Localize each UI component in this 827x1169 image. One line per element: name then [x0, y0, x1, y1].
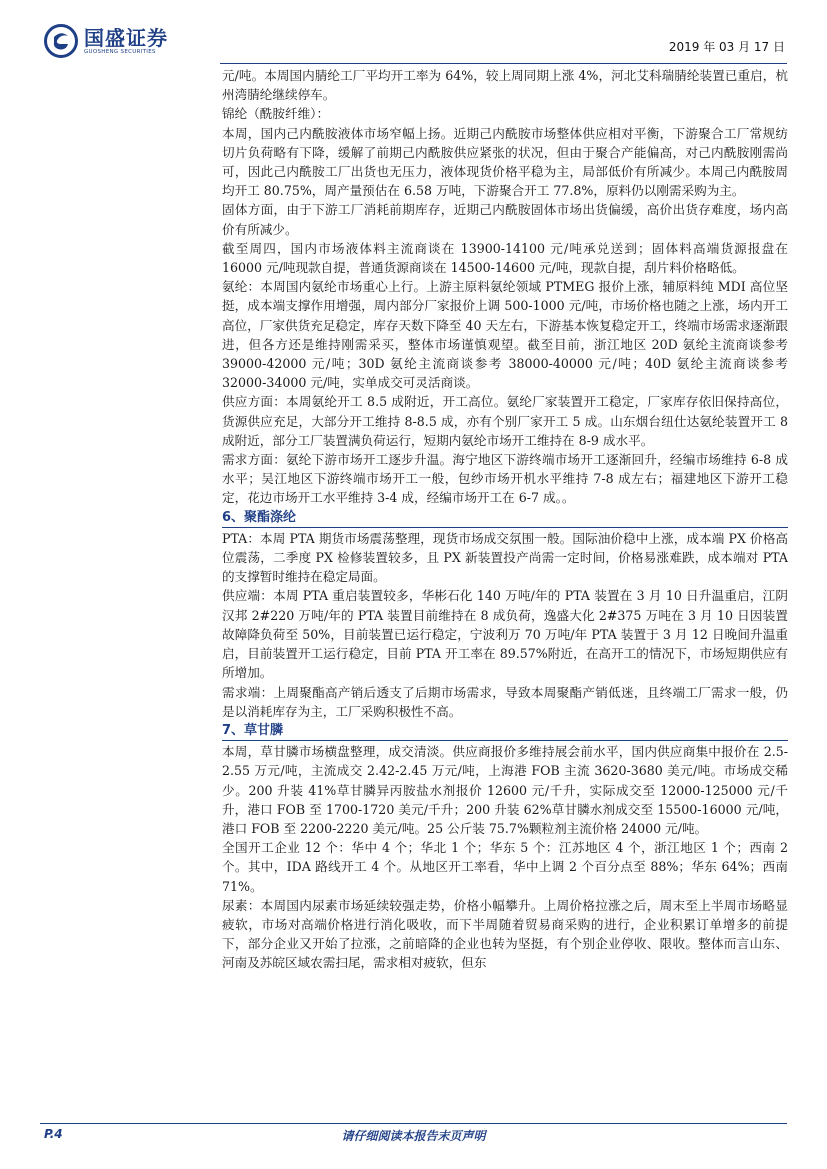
logo-english-name: GUOSHENG SECURITIES — [84, 48, 156, 55]
section-heading-glyphosate: 7、草甘膦 — [222, 722, 284, 738]
paragraph-pta-demand: 需求端：上周聚酯高产销后透支了后期市场需求，导致本周聚酯产销低迷，且终端工厂需求一般，仍是以消耗库存为主，工厂采购积极性不高。 — [222, 684, 788, 719]
footer-disclaimer: 请仔细阅读本报告末页声明 — [341, 1129, 486, 1143]
paragraph-spandex-demand: 需求方面：氨纶下游市场开工逐步升温。海宁地区下游终端市场开工逐渐回升，经编市场维持 6-8 成水平；吴江地区下游终端市场开工一般，包纱市场开机水平维持 7-8 成左右；福建地区下游开工稳定，花边市场开工水平维持 3-4 成，经编市场开工在 6-7 成。。 — [222, 452, 788, 506]
paragraph-caprolactam-solid: 固体方面，由于下游工厂消耗前期库存，近期己内酰胺固体市场出货偏缓，高价出货存难度，场内高价有所减少。 — [222, 202, 788, 237]
paragraph-pta-supply: 供应端：本周 PTA 重启装置较多，华彬石化 140 万吨/年的 PTA 装置在 3 月 10 日升温重启，江阴汉邦 2#220 万吨/年的 PTA 装置目前维持在 8 成负荷，逸盛大化 2#375 万吨在 3 月 10 日因装置故障降负荷至 50%，目前装置已运行稳定，宁波利万 70 万吨/年 PTA 装置于 3 月 12 日晚间升温重启，目前装置开工运行稳定，目前 PTA 开工率在 89.57%附近，在高开工的情况下，市场短期供应有所增加。 — [222, 588, 788, 681]
paragraph-acrylic: 元/吨。本周国内腈纶工厂平均开工率为 64%，较上周同期上涨 4%，河北艾科瑞腈纶装置已重启，杭州湾腈纶继续停车。 — [222, 68, 788, 103]
paragraph-caprolactam-liquid: 本周，国内己内酰胺液体市场窄幅上扬。近期己内酰胺市场整体供应相对平衡，下游聚合工厂常规纺切片负荷略有下降，缓解了前期己内酰胺供应紧张的状况，但由于聚合产能偏高，对己内酰胺刚需尚可，因此己内酰胺工厂出货也无压力，液体现货价格平稳为主，局部低价有所减少。本周己内酰胺周均开工 80.75%，周产量预估在 6.58 万吨，下游聚合开工 77.8%，原料仍以刚需采购为主。 — [222, 125, 788, 199]
section-heading-polyester: 6、聚酯涤纶 — [222, 509, 297, 525]
paragraph-glyphosate-operating: 全国开工企业 12 个：华中 4 个；华北 1 个；华东 5 个：江苏地区 4 个，浙江地区 1 个；西南 2 个。其中，IDA 路线开工 4 个。从地区开工率看，华中上调 2 个百分点至 88%；华东 64%；西南 71%。 — [222, 840, 788, 894]
page-number: P.4 — [44, 1127, 63, 1141]
logo-emblem-icon — [44, 24, 78, 58]
footer-divider — [40, 1123, 787, 1124]
paragraph-urea: 尿素：本周国内尿素市场延续较强走势，价格小幅攀升。上周价格拉涨之后，周末至上半周市场略显疲软，市场对高端价格进行消化吸收，而下半周随着贸易商采购的进行，企业积累订单增多的前提下，部分企业又开始了拉涨，之前暗降的企业也转为坚挺，有个别企业停收、限收。整体而言山东、河南及苏皖区域农需扫尾，需求相对疲软，但东 — [222, 897, 788, 971]
paragraph-pta: PTA：本周 PTA 期货市场震荡整理，现货市场成交氛围一般。国际油价稳中上涨，成本端 PX 价格高位震荡，二季度 PX 检修装置较多，且 PX 新装置投产尚需一定时间，价格易涨难跌，成本端对 PTA 的支撑暂时维持在稳定局面。 — [222, 530, 788, 585]
report-body — [222, 66, 788, 973]
paragraph-spandex: 氨纶：本周国内氨纶市场重心上行。上游主原料氨纶领域 PTMEG 报价上涨，辅原料纯 MDI 高位坚挺，成本端支撑作用增强，周内部分厂家报价上调 500-1000 元/吨，市场价格也随之上涨，场内开工高位，厂家供货充足稳定，库存天数下降至 40 天左右，下游基本恢复稳定开工，终端市场需求逐渐跟进，但各方还是维持刚需采买，整体市场谨慎观望。截至目前，浙江地区 20D 氨纶主流商谈参考 39000-42000 元/吨；30D 氨纶主流商谈参考 38000-40000 元/吨；40D 氨纶主流商谈参考 32000-34000 元/吨，实单成交可灵活商谈。 — [222, 279, 788, 391]
page-header — [40, 22, 787, 62]
paragraph-nylon-title: 锦纶（酰胺纤维）： — [222, 106, 330, 122]
paragraph-caprolactam-prices: 截至周四，国内市场液体料主流商谈在 13900-14100 元/吨承兑送到；固体料高端货源报盘在 16000 元/吨现款自提，普通货源商谈在 14500-14600 元/吨，现款自提，刮片料价格略低。 — [222, 240, 788, 276]
report-date: 2019 年 03 月 17 日 — [668, 40, 785, 54]
company-logo — [44, 24, 168, 58]
paragraph-glyphosate-market: 本周，草甘膦市场横盘整理，成交清淡。供应商报价多维持展会前水平，国内供应商集中报价在 2.5-2.55 万元/吨，主流成交 2.42-2.45 万元/吨，上海港 FOB 主流 3620-3680 美元/吨。市场成交稀少。200 升装 41%草甘膦异丙胺盐水剂报价 12600 元/千升，实际成交至 12000-125000 元/千升，港口 FOB 至 1700-1720 美元/千升；200 升装 62%草甘膦水剂成交至 15500-16000 元/吨，港口 FOB 至 2200-2220 美元/吨。25 公斤装 75.7%颗粒剂主流价格 24000 元/吨。 — [222, 744, 788, 836]
section-divider — [222, 740, 788, 741]
paragraph-spandex-supply: 供应方面：本周氨纶开工 8.5 成附近，开工高位。氨纶厂家装置开工稳定，厂家库存依旧保持高位，货源供应充足，大部分开工维持 8-8.5 成，亦有个别厂家开工 5 成。山东烟台纽仕达氨纶装置开工 8 成附近，部分工厂装置满负荷运行，短期内氨纶市场开工维持在 8-9 成水平。 — [222, 394, 788, 448]
section-divider — [222, 527, 788, 528]
header-divider — [220, 63, 787, 64]
logo-chinese-name: 国盛证券 — [84, 25, 168, 50]
